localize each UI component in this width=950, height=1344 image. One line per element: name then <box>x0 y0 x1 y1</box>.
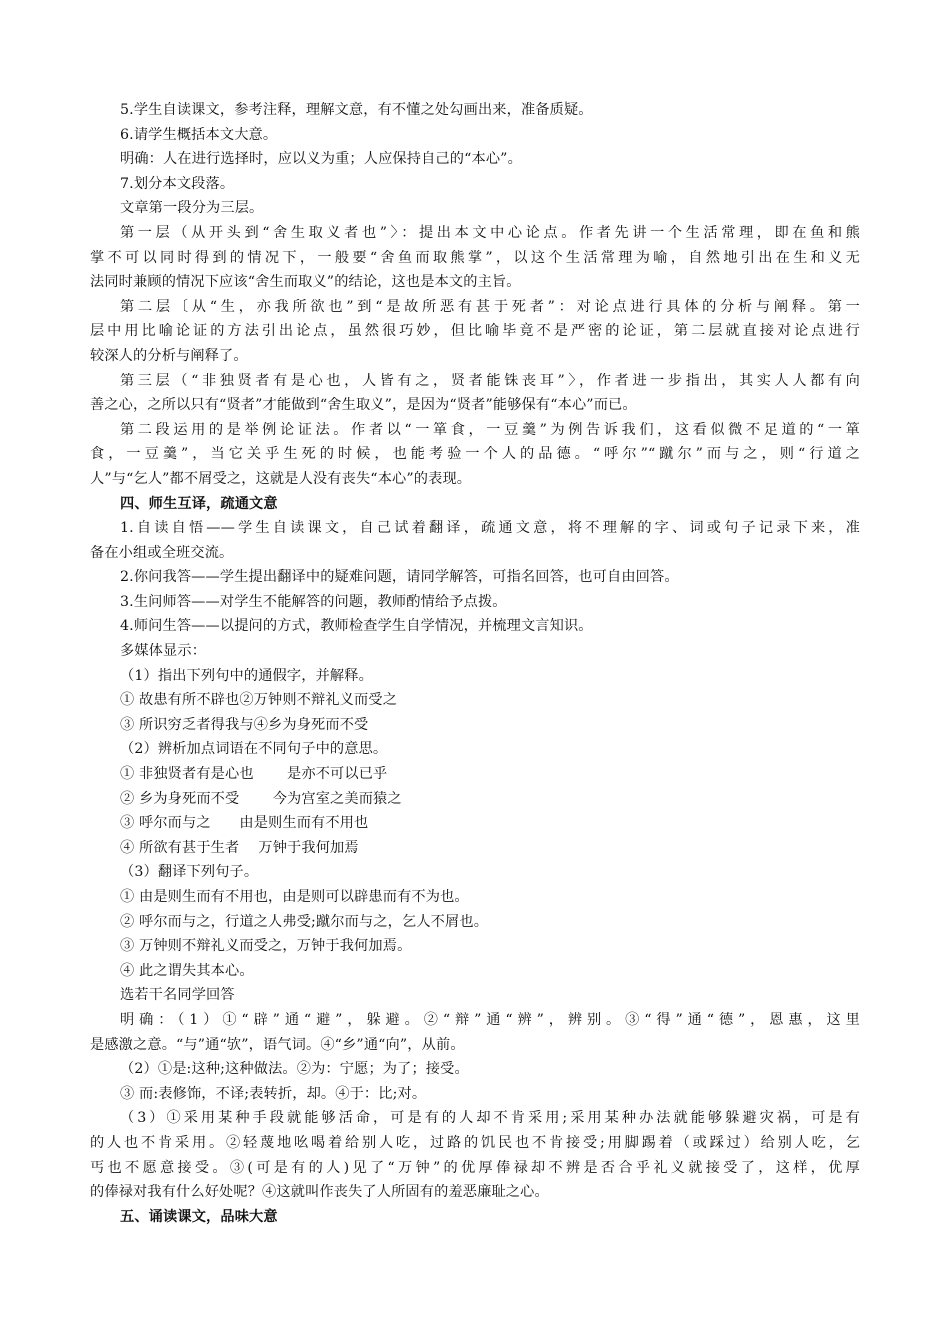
text-line: 第一层（从开头到“舍生取义者也”〉：提出本文中心论点。作者先讲一个生活常理，即在鱼和熊 <box>120 224 860 241</box>
document-page <box>0 98 950 1229</box>
text-line: 层中用比喻论证的方法引出论点，虽然很巧妙，但比喻毕竟不是严密的论证，第二层就直接对论点进行 <box>90 323 860 340</box>
text-line: 选若干名同学回答 <box>120 987 235 1004</box>
text-line: ③ 而:表修饰，不译;表转折，却。④于：比;对。 <box>120 1085 427 1102</box>
text-line: （3）翻译下列句子。 <box>120 864 259 881</box>
text-line: 丐也不愿意接受。③(可是有的人)见了“万钟”的优厚俸禄却不辨是否合乎礼义就接受了，这样，优厚 <box>90 1159 860 1176</box>
section-heading: 五、诵读课文，品味大意 <box>120 1208 278 1225</box>
text-line: 6.请学生概括本文大意。 <box>120 126 278 143</box>
text-line: 的人也不肯采用。②轻蔑地吆喝着给别人吃，过路的饥民也不肯接受;用脚踢着（或踩过）给别人吃，乞 <box>90 1134 860 1151</box>
text-line: （1）指出下列句中的通假字，并解释。 <box>120 667 373 684</box>
text-line: （2）①是:这种;这种做法。②为：宁愿；为了；接受。 <box>120 1061 469 1078</box>
text-line: ④ 此之谓失其本心。 <box>120 962 254 979</box>
text-line: ③ 所识穷乏者得我与④乡为身死而不受 <box>120 716 369 733</box>
text-line: 第三层（“非独贤者有是心也，人皆有之，贤者能铢丧耳”〉，作者进一步指出，其实人人都有向 <box>120 372 860 389</box>
text-line: ② 乡为身死而不受 今为宫室之美而猿之 <box>120 790 402 807</box>
text-line: 多媒体显示： <box>120 643 207 660</box>
text-line: 5.学生自读课文，参考注释，理解文意，有不懂之处勾画出来，准备质疑。 <box>120 102 593 118</box>
text-line: 2.你问我答——学生提出翻译中的疑难问题，请同学解答，可指名回答，也可自由回答。 <box>120 569 679 586</box>
text-line: ③ 万钟则不辩礼义而受之，万钟于我何加焉。 <box>120 938 412 955</box>
text-line: 3.生问师答——对学生不能解答的问题，教师酌情给予点拨。 <box>120 593 507 610</box>
text-line: 第二层〔从“生，亦我所欲也”到“是故所恶有甚于死者”：对论点进行具体的分析与阐释。第一 <box>120 298 860 315</box>
text-line: 人”与“乞人”都不屑受之，这就是人没有丧失“本心”的表现。 <box>90 470 472 487</box>
text-line: 是感激之意。“与”通“欤”，语气词。④“乡”通“向”，从前。 <box>90 1036 465 1053</box>
text-line: 备在小组或全班交流。 <box>90 544 234 561</box>
text-line: 法同时兼顾的情况下应该“舍生而取义”的结论，这也是本文的主旨。 <box>90 274 521 291</box>
text-line: ④ 所欲有甚于生者 万钟于我何加焉 <box>120 839 359 856</box>
text-line: 食，一豆羹”，当它关乎生死的时候，也能考验一个人的品德。“呼尔”“蹴尔”而与之，则“行道之 <box>90 446 860 463</box>
text-line: 的俸禄对我有什么好处呢？④这就叫作丧失了人所固有的羞恶廉耻之心。 <box>90 1184 549 1201</box>
text-line: ① 非独贤者有是心也 是亦不可以已乎 <box>120 766 388 783</box>
text-line: ② 呼尔而与之，行道之人弗受;蹴尔而与之，乞人不屑也。 <box>120 913 489 930</box>
text-line: ① 由是则生而有不用也，由是则可以辟患而有不为也。 <box>120 889 469 905</box>
text-line: 较深人的分析与阐释了。 <box>90 347 248 364</box>
text-line: 明确：（1）①“辟”通“避”，躲避。②“辩”通“辨”，辨别。③“得”通“德”，恩惠，这里 <box>120 1011 860 1028</box>
text-line: 7.划分本文段落。 <box>120 175 235 192</box>
text-line: （3）①采用某种手段就能够活命，可是有的人却不肯采用;采用某种办法就能够躲避灾祸，可是有 <box>120 1110 860 1127</box>
text-line: 第二段运用的是举例论证法。作者以“一箪食，一豆羹”为例告诉我们，这看似微不足道的“一箪 <box>120 421 860 438</box>
section-heading: 四、师生互译，疏通文意 <box>120 495 278 512</box>
text-line: 善之心，之所以只有“贤者”才能做到“舍生取义”，是因为“贤者”能够保有“本心”而已。 <box>90 397 637 414</box>
text-line: 4.师问生答——以提问的方式，教师检查学生自学情况，并梳理文言知识。 <box>120 618 593 635</box>
text-line: 掌不可以同时得到的情况下，一般要“舍鱼而取熊掌”，以这个生活常理为喻，自然地引出在生和义无 <box>90 249 860 266</box>
text-line: ① 故患有所不辟也②万钟则不辩礼义而受之 <box>120 692 398 709</box>
text-line: 1.自读自悟——学生自读课文，自己试着翻译，疏通文意，将不理解的字、词或句子记录下来，准 <box>120 520 860 537</box>
text-line: 明确：人在进行选择时，应以义为重；人应保持自己的“本心”。 <box>120 151 522 168</box>
text-line: ③ 呼尔而与之 由是则生而有不用也 <box>120 815 369 832</box>
text-line: （2）辨析加点词语在不同句子中的意思。 <box>120 741 388 758</box>
text-line: 文章第一段分为三层。 <box>120 200 264 217</box>
